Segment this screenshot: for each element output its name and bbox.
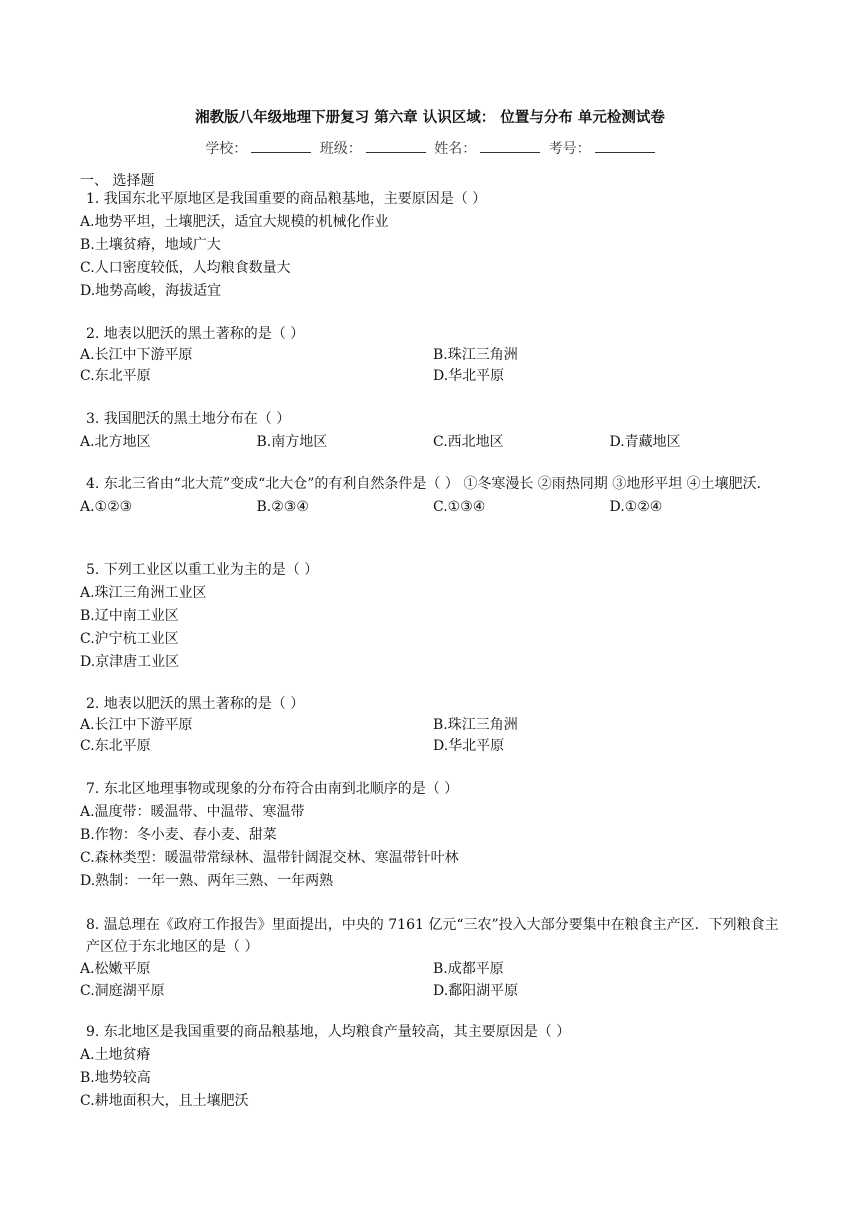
question-5 [80, 559, 786, 674]
option-d: D.青藏地区 [609, 434, 681, 450]
option-c: C.洞庭湖平原 [80, 983, 165, 999]
school-blank[interactable] [251, 140, 311, 153]
option-c: C.森林类型：暖温带常绿林、温带针阔混交林、寒温带针叶林 [80, 850, 459, 866]
option-a: A.珠江三角洲工业区 [80, 585, 207, 601]
option-d: D.①②④ [609, 499, 663, 515]
name-label: 姓名： [434, 141, 477, 157]
question-2-repeat [80, 694, 786, 757]
question-8 [80, 914, 786, 1002]
question-9 [80, 1021, 786, 1113]
school-label: 学校： [205, 141, 248, 157]
question-stem: 3. 我国肥沃的黑土地分布在（ ） [86, 411, 291, 427]
question-7 [80, 778, 786, 893]
option-b: B.②③④ [256, 499, 309, 515]
question-2 [80, 324, 786, 387]
option-d: D.华北平原 [433, 368, 505, 384]
option-b: B.土壤贫瘠，地域广大 [80, 237, 221, 253]
question-stem: 2. 地表以肥沃的黑土著称的是（ ） [86, 326, 305, 342]
option-a: A.温度带：暖温带、中温带、寒温带 [80, 804, 305, 820]
option-a: A.长江中下游平原 [80, 347, 193, 363]
option-b: B.珠江三角洲 [433, 717, 518, 733]
question-stem: 7. 东北区地理事物或现象的分布符合由南到北顺序的是（ ） [86, 781, 459, 797]
question-4 [80, 473, 786, 519]
option-c: C.沪宁杭工业区 [80, 631, 179, 647]
question-stem: 4. 东北三省由“北大荒”变成“北大仓”的有利自然条件是（ ） ①冬寒漫长 ②雨热同期 ③地形平坦 ④土壤肥沃． [86, 476, 771, 492]
option-d: D.熟制：一年一熟、两年三熟、一年两熟 [80, 873, 334, 889]
option-c: C.东北平原 [80, 368, 151, 384]
question-stem: 9. 东北地区是我国重要的商品粮基地，人均粮食产量较高，其主要原因是（ ） [86, 1024, 571, 1040]
number-label: 考号： [548, 141, 591, 157]
option-d: D.华北平原 [433, 738, 505, 754]
name-blank[interactable] [480, 140, 540, 153]
question-stem: 1. 我国东北平原地区是我国重要的商品粮基地，主要原因是（ ） [86, 191, 487, 207]
option-b: B.珠江三角洲 [433, 347, 518, 363]
number-blank[interactable] [595, 140, 655, 153]
option-d: D.京津唐工业区 [80, 654, 180, 670]
class-label: 班级： [319, 141, 362, 157]
option-c: C.耕地面积大，且土壤肥沃 [80, 1093, 249, 1109]
question-3 [80, 408, 786, 454]
section-heading: 一、 选择题 [80, 173, 155, 189]
option-a: A.①②③ [80, 499, 133, 515]
option-a: A.土地贫瘠 [80, 1047, 151, 1063]
option-b: B.作物：冬小麦、春小麦、甜菜 [80, 827, 277, 843]
option-b: B.南方地区 [256, 434, 328, 450]
option-c: C.人口密度较低，人均粮食数量大 [80, 260, 291, 276]
question-1 [80, 188, 786, 303]
option-d: D.地势高峻，海拔适宜 [80, 283, 222, 299]
option-a: A.松嫩平原 [80, 961, 151, 977]
option-b: B.辽中南工业区 [80, 608, 179, 624]
option-b: B.成都平原 [433, 961, 504, 977]
class-blank[interactable] [366, 140, 426, 153]
option-c: C.西北地区 [433, 434, 504, 450]
option-c: C.①③④ [433, 499, 486, 515]
option-a: A.长江中下游平原 [80, 717, 193, 733]
option-a: A.地势平坦，土壤肥沃，适宜大规模的机械化作业 [80, 214, 389, 230]
option-d: D.鄱阳湖平原 [433, 983, 519, 999]
option-a: A.北方地区 [80, 434, 151, 450]
option-b: B.地势较高 [80, 1070, 151, 1086]
question-stem: 2. 地表以肥沃的黑土著称的是（ ） [86, 696, 305, 712]
question-stem: 5. 下列工业区以重工业为主的是（ ） [86, 562, 319, 578]
student-info-line [0, 138, 860, 158]
page-title: 湘教版八年级地理下册复习 第六章 认识区域： 位置与分布 单元检测试卷 [195, 110, 665, 126]
question-stem: 8. 温总理在《政府工作报告》里面提出，中央的 7161 亿元“三农”投入大部分要集中在粮食主产区．下列粮食主产区位于东北地区的是（ ） [86, 917, 779, 955]
option-c: C.东北平原 [80, 738, 151, 754]
